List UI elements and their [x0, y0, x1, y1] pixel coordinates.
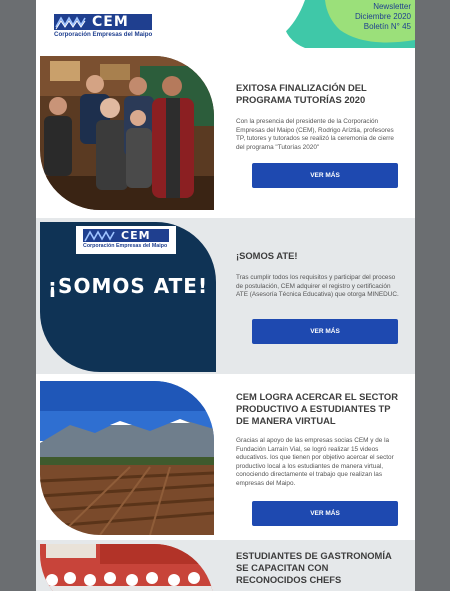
banner-logo-wave-icon [83, 228, 117, 244]
article-somos-ate [36, 218, 415, 374]
sector-text [236, 391, 401, 488]
newsletter-date: Diciembre 2020 [354, 12, 411, 21]
ate-ver-mas-button[interactable]: VER MÁS [252, 319, 398, 344]
ate-title: ¡SOMOS ATE! [236, 250, 298, 261]
banner-cem-logo [76, 226, 176, 254]
group-photo-image [40, 56, 214, 210]
logo-text: CEM [92, 14, 129, 30]
ate-body: Tras cumplir todos los requisitos y participar del proceso de postulación, CEM adquirer el registro y certificación ATE (Asesoría Técnica Educativa) que otorga MINEDUC. [236, 274, 399, 298]
chefs-photo [40, 544, 214, 591]
landscape-photo [40, 381, 214, 535]
newsletter-info [355, 2, 411, 32]
newsletter-header [36, 0, 415, 48]
banner-logo-box [83, 229, 169, 242]
logo-subtitle: Corporación Empresas del Maipo [54, 31, 153, 38]
logo-wave-icon [54, 14, 88, 30]
gastronomia-title: ESTUDIANTES DE GASTRONOMÍA SE CAPACITAN CON RECONOCIDOS CHEFS [236, 550, 392, 585]
mountain-field-image [40, 381, 214, 535]
article-gastronomia [36, 540, 415, 591]
article-sector-productivo [36, 377, 415, 537]
gastronomia-text [236, 550, 401, 586]
newsletter-sheet [36, 0, 415, 591]
tutorias-body: Con la presencia del presidente de la Corporación Empresas del Maipo (CEM), Rodrigo Aríztia, profesores TP, tutores y tutorados se realizó la ceremonia de cierre del programa "Tutorías 2020" [236, 118, 394, 151]
tutorias-text [236, 82, 401, 152]
tutorias-ver-mas-button[interactable]: VER MÁS [252, 163, 398, 188]
newsletter-label: Newsletter [373, 2, 411, 11]
banner-logo-subtitle: Corporación Empresas del Maipo [83, 243, 168, 249]
ate-text [236, 250, 401, 300]
banner-logo-text: CEM [121, 229, 151, 242]
tutorias-title: EXITOSA FINALIZACIÓN DEL PROGRAMA TUTORÍAS 2020 [236, 82, 367, 105]
article-tutorias [36, 52, 415, 215]
somos-ate-banner [40, 222, 216, 372]
sector-title: CEM LOGRA ACERCAR EL SECTOR PRODUCTIVO A ESTUDIANTES TP DE MANERA VIRTUAL [236, 391, 398, 426]
cem-logo-box [54, 14, 152, 30]
banner-headline: ¡SOMOS ATE! [47, 274, 209, 298]
newsletter-number: Boletín N° 45 [363, 22, 411, 31]
sector-body: Gracias al apoyo de las empresas socias CEM y de la Fundación Larraín Vial, se logró realizar 15 videos educativos. los que tienen por objetivo acercar el sector productivo local a los estudiantes de manera virtual, conociendo directamente el trabajo que realizan las empresas del Maipo. [236, 437, 394, 487]
chefs-group-image [40, 544, 214, 591]
cem-logo[interactable] [54, 14, 152, 38]
sector-ver-mas-button[interactable]: VER MÁS [252, 501, 398, 526]
tutorias-photo [40, 56, 214, 210]
